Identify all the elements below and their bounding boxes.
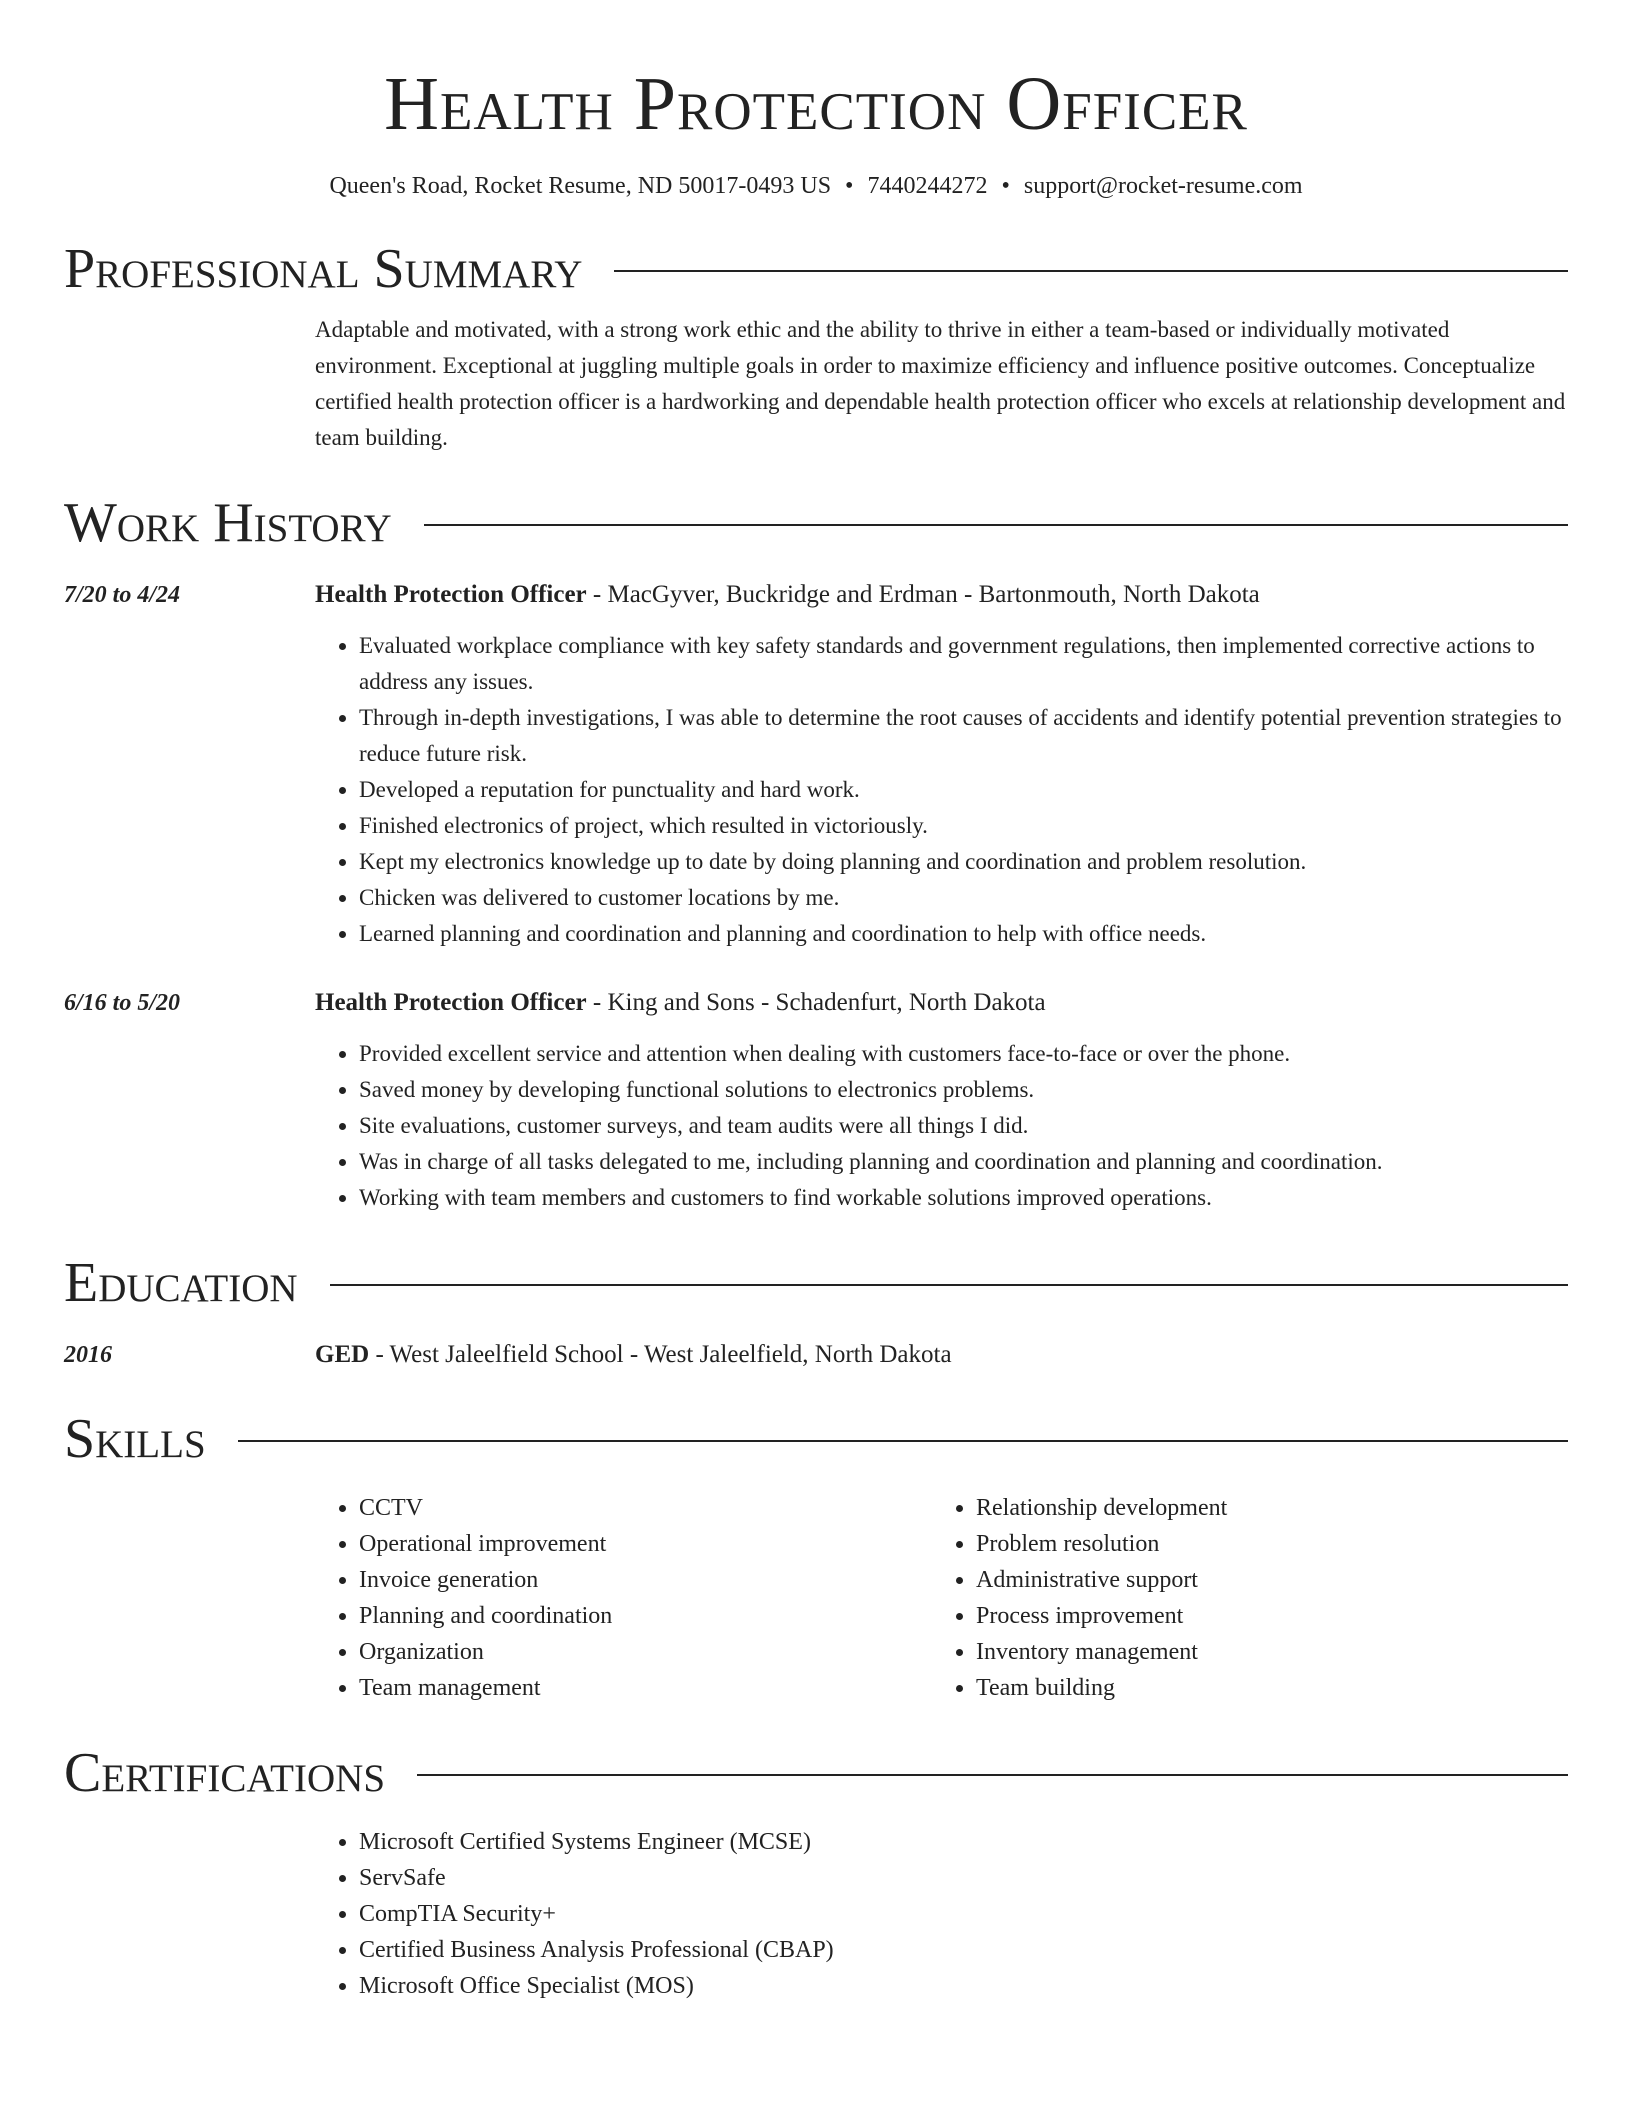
list-item: • Planning and coordination: [359, 1598, 932, 1634]
list-item: • Administrative support: [976, 1562, 1549, 1598]
job-entry-1: [64, 578, 1568, 952]
skills-section-title: Skills: [64, 1408, 206, 1470]
job-position: Health Protection Officer: [315, 989, 587, 1016]
list-item: • Evaluated workplace compliance with key safety standards and government regulations, then implemented corrective actions to address any issues.: [359, 628, 1568, 700]
education-degree: GED: [315, 1341, 370, 1368]
skills-columns: [315, 1490, 1568, 1706]
list-item: • Kept my electronics knowledge up to date by doing planning and coordination and problem resolution.: [359, 844, 1568, 880]
list-item: • Through in-depth investigations, I was able to determine the root causes of accidents and identify potential prevention strategies to reduce future risk.: [359, 700, 1568, 772]
education-school: - West Jaleelfield School - West Jaleelfield, North Dakota: [369, 1341, 952, 1368]
list-item: • Team building: [976, 1670, 1549, 1706]
job-dates: 6/16 to 5/20: [64, 990, 181, 1016]
section-divider: [424, 524, 1568, 526]
list-item: • Organization: [359, 1634, 932, 1670]
list-item: • Microsoft Office Specialist (MOS): [359, 1968, 1568, 2004]
section-divider: [614, 270, 1568, 272]
certifications-section-header: [64, 1740, 1568, 1806]
job-body: [315, 986, 1568, 1216]
list-item: • Problem resolution: [976, 1526, 1549, 1562]
list-item: • Invoice generation: [359, 1562, 932, 1598]
certifications-section-title: Certifications: [64, 1742, 386, 1804]
education-section-header: [64, 1250, 1568, 1316]
certifications-items: [315, 1824, 1568, 2004]
summary-section-header: [64, 236, 1568, 302]
contact-separator: •: [1001, 173, 1010, 199]
list-item: • Inventory management: [976, 1634, 1549, 1670]
education-section-title: Education: [64, 1252, 298, 1314]
section-divider: [238, 1440, 1568, 1442]
list-item: • Developed a reputation for punctuality and hard work.: [359, 772, 1568, 808]
work-section-title: Work History: [64, 492, 392, 554]
candidate-name: Health Protection Officer: [384, 62, 1248, 146]
job-position: Health Protection Officer: [315, 581, 587, 608]
education-year: 2016: [64, 1342, 112, 1368]
list-item: • Chicken was delivered to customer locations by me.: [359, 880, 1568, 916]
education-entry: [64, 1338, 1568, 1372]
list-item: • Finished electronics of project, which resulted in victoriously.: [359, 808, 1568, 844]
job-entry-2: [64, 986, 1568, 1216]
job-body: [315, 578, 1568, 952]
list-item: • Site evaluations, customer surveys, and team audits were all things I did.: [359, 1108, 1568, 1144]
job-employer: - King and Sons - Schadenfurt, North Dakota: [586, 989, 1046, 1016]
resume-page: [64, 0, 1568, 2004]
skills-section-header: [64, 1406, 1568, 1472]
list-item: • Microsoft Certified Systems Engineer (MCSE): [359, 1824, 1568, 1860]
section-divider: [417, 1774, 1568, 1776]
job-title-line: [315, 986, 1568, 1020]
list-item: • Learned planning and coordination and planning and coordination to help with office needs.: [359, 916, 1568, 952]
skills-right-column: [932, 1490, 1549, 1706]
job-employer: - MacGyver, Buckridge and Erdman - Bartonmouth, North Dakota: [586, 581, 1260, 608]
contact-line: [64, 170, 1568, 202]
summary-section-title: Professional Summary: [64, 238, 583, 300]
list-item: • Team management: [359, 1670, 932, 1706]
job-title-line: [315, 578, 1568, 612]
list-item: • Was in charge of all tasks delegated to me, including planning and coordination and planning and coordination.: [359, 1144, 1568, 1180]
contact-separator: •: [845, 173, 854, 199]
section-divider: [330, 1284, 1568, 1286]
list-item: • Working with team members and customers to find workable solutions improved operations.: [359, 1180, 1568, 1216]
contact-phone: 7440244272: [867, 173, 988, 199]
contact-email: support@rocket-resume.com: [1023, 173, 1303, 199]
skills-left-column: [315, 1490, 932, 1706]
list-item: • Relationship development: [976, 1490, 1549, 1526]
certifications-list: [315, 1824, 1568, 2004]
job-dates: 7/20 to 4/24: [64, 582, 181, 608]
job-bullets: [315, 628, 1568, 952]
list-item: • Certified Business Analysis Professional (CBAP): [359, 1932, 1568, 1968]
list-item: • Provided excellent service and attention when dealing with customers face-to-face or over the phone.: [359, 1036, 1568, 1072]
job-bullets: [315, 1036, 1568, 1216]
contact-address: Queen's Road, Rocket Resume, ND 50017-0493 US: [329, 173, 832, 199]
list-item: • ServSafe: [359, 1860, 1568, 1896]
work-section-header: [64, 490, 1568, 556]
education-line: [315, 1338, 952, 1372]
list-item: • Process improvement: [976, 1598, 1549, 1634]
list-item: • Operational improvement: [359, 1526, 932, 1562]
list-item: • CCTV: [359, 1490, 932, 1526]
list-item: • CompTIA Security+: [359, 1896, 1568, 1932]
list-item: • Saved money by developing functional solutions to electronics problems.: [359, 1072, 1568, 1108]
summary-text: Adaptable and motivated, with a strong work ethic and the ability to thrive in either a team-based or individually motivated environment. Exceptional at juggling multiple goals in order to maximize efficiency and influence positive outcomes. Conceptualize certified health protection officer is a hardworking and dependable health protection officer who excels at relationship development and team building.: [315, 317, 1566, 450]
